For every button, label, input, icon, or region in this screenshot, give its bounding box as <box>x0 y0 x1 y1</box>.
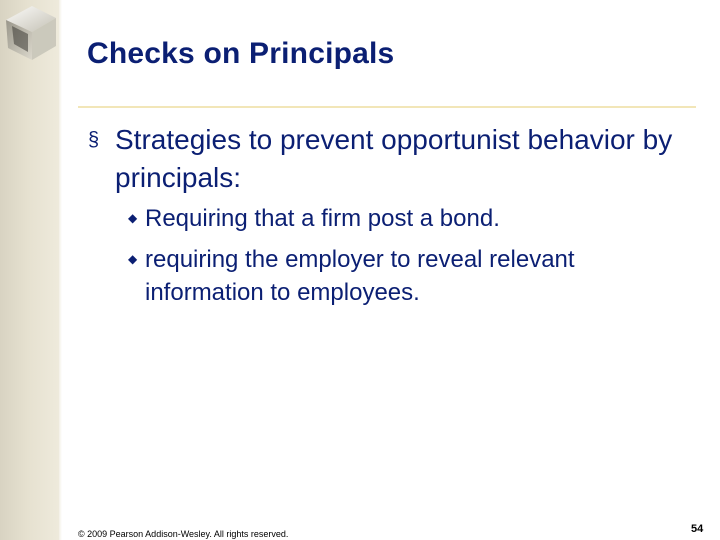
sub-bullet <box>128 202 688 235</box>
square-bullet-icon: § <box>88 129 100 151</box>
bullet-level1 <box>88 121 688 197</box>
title-divider <box>78 106 696 108</box>
copyright-notice: © 2009 Pearson Addison-Wesley. All rights reserved. <box>78 529 289 539</box>
bullet-text: Strategies to prevent opportunist behavior by principals: <box>115 124 673 193</box>
sub-bullet-text: requiring the employer to reveal relevant information to employees. <box>145 246 575 306</box>
sub-bullet-text: Requiring that a firm post a bond. <box>145 205 500 232</box>
glass-cube-icon <box>2 2 60 64</box>
sub-bullet <box>128 243 688 309</box>
diamond-bullet-icon: ◆ <box>128 211 138 225</box>
decorative-side-strip <box>0 0 62 540</box>
page-number: 54 <box>691 523 704 535</box>
diamond-bullet-icon: ◆ <box>128 252 138 266</box>
slide-title: Checks on Principals <box>87 37 395 70</box>
